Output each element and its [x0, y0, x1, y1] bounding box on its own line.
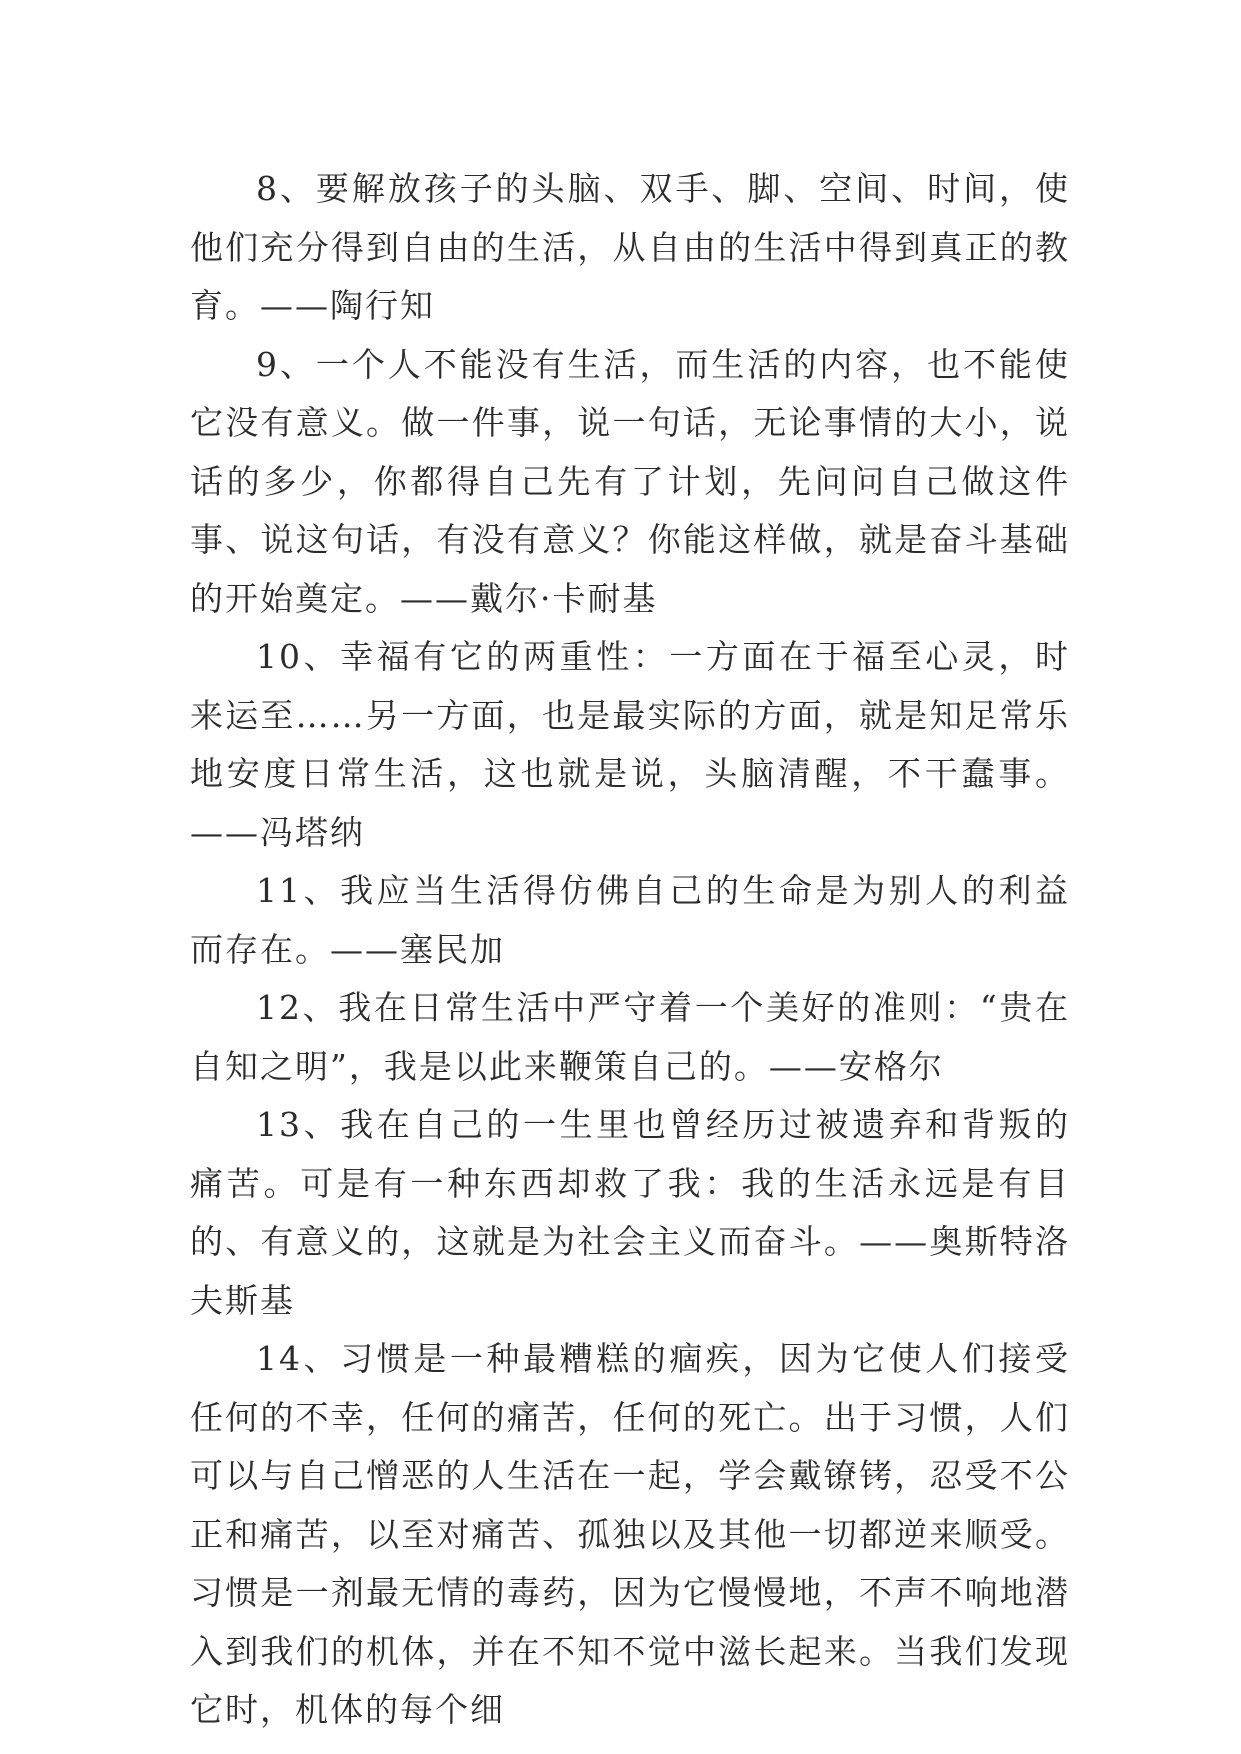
- quote-paragraph-12: 12、我在日常生活中严守着一个美好的准则：“贵在自知之明”，我是以此来鞭策自己的。——安格尔: [190, 988, 1070, 1086]
- quote-paragraph-14: 14、习惯是一种最糟糕的痼疾，因为它使人们接受任何的不幸，任何的痛苦，任何的死亡。出于习惯，人们可以与自己憎恶的人生活在一起，学会戴镣铐，忍受不公正和痛苦，以至对痛苦、孤独以及其他一切都逆来顺受。习惯是一剂最无情的毒药，因为它慢慢地，不声不响地潜入到我们的机体，并在不知不觉中滋长起来。当我们发现它时，机体的每个细: [190, 1339, 1070, 1729]
- quote-paragraph-11: 11、我应当生活得仿佛自己的生命是为别人的利益而存在。——塞民加: [190, 871, 1070, 969]
- quote-paragraph-8: 8、要解放孩子的头脑、双手、脚、空间、时间，使他们充分得到自由的生活，从自由的生活中得到真正的教育。——陶行知: [190, 169, 1070, 325]
- quote-paragraph-13: 13、我在自己的一生里也曾经历过被遗弃和背叛的痛苦。可是有一种东西却救了我：我的生活永远是有目的、有意义的，这就是为社会主义而奋斗。——奥斯特洛夫斯基: [190, 1105, 1070, 1320]
- document-body: [190, 160, 1070, 1740]
- quote-paragraph-9: 9、一个人不能没有生活，而生活的内容，也不能使它没有意义。做一件事，说一句话，无论事情的大小，说话的多少，你都得自己先有了计划，先问问自己做这件事、说这句话，有没有意义？你能这样做，就是奋斗基础的开始奠定。——戴尔·卡耐基: [190, 344, 1070, 618]
- quote-paragraph-10: 10、幸福有它的两重性：一方面在于福至心灵，时来运至……另一方面，也是最实际的方面，就是知足常乐地安度日常生活，这也就是说，头脑清醒，不干蠢事。——冯塔纳: [190, 637, 1070, 852]
